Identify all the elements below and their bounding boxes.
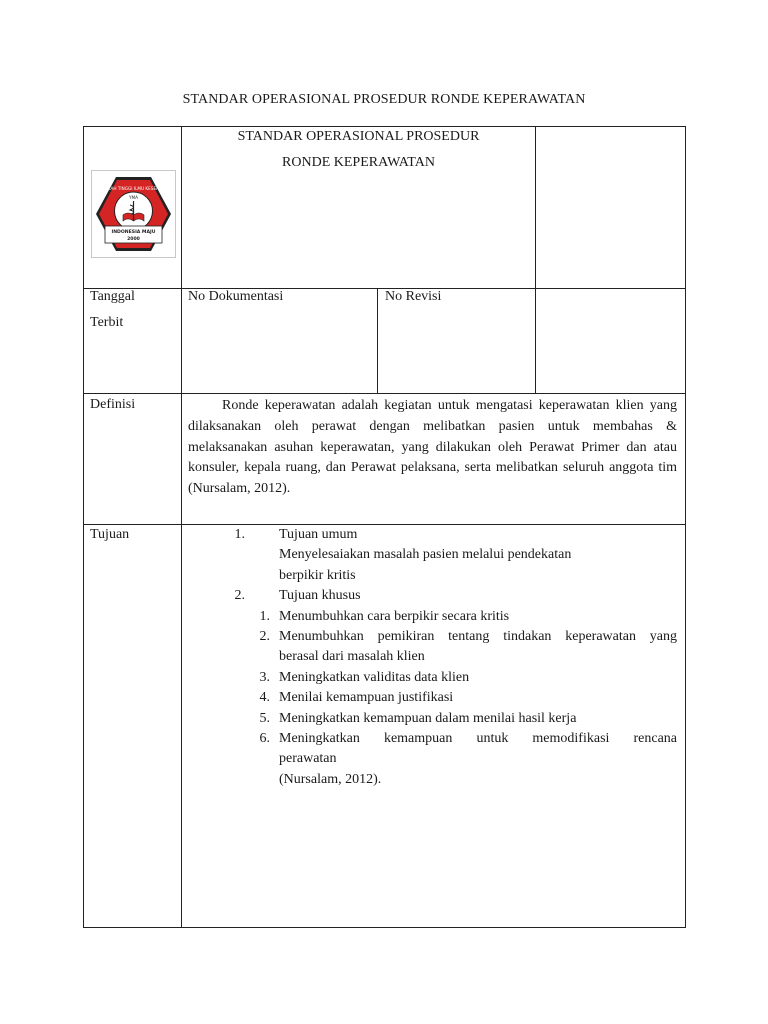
logo-mid-text: YMA: [128, 195, 139, 200]
table-border-right: [685, 126, 686, 928]
table-border-bottom: [83, 927, 686, 928]
list-number: 1.: [234, 527, 245, 542]
logo-emblem: [92, 171, 175, 257]
logo-year-text: 2000: [127, 237, 140, 242]
sublist-number: 5.: [259, 710, 270, 726]
table-divider: [181, 126, 182, 928]
table-divider: [83, 393, 686, 394]
tanggal-terbit-label: [90, 287, 135, 333]
sublist-item: Menumbuhkan pemikiran tentang tindakan keperawatan yang: [279, 629, 677, 644]
sublist-number: 1.: [259, 608, 270, 624]
tujuan-label: Tujuan: [90, 527, 130, 542]
no-revisi-label: No Revisi: [385, 289, 442, 304]
tanggal-label: Tanggal: [90, 289, 135, 304]
table-divider: [535, 126, 536, 394]
sublist-item: Meningkatkan validitas data klien: [279, 669, 470, 685]
no-dokumentasi-label: No Dokumentasi: [188, 289, 284, 304]
sublist-item: Meningkatkan kemampuan dalam menilai hasil kerja: [279, 710, 577, 726]
list-item-desc: berpikir kritis: [279, 567, 356, 583]
logo-bottom-text: INDONESIA MAJU: [111, 230, 156, 235]
header-title-line2: RONDE KEPERAWATAN: [282, 155, 435, 170]
sublist-item: Menumbuhkan cara berpikir secara kritis: [279, 608, 510, 624]
sublist-item-cont: perawatan: [279, 751, 337, 767]
institution-logo: [91, 170, 176, 258]
definisi-label: Definisi: [90, 397, 136, 412]
sublist-item: Meningkatkan kemampuan untuk memodifikasi rencana: [279, 731, 677, 746]
list-number: 2.: [234, 588, 245, 604]
table-divider: [83, 524, 686, 525]
list-item-title: Tujuan umum: [279, 527, 358, 542]
sublist-number: 2.: [259, 629, 270, 644]
sublist-number: 6.: [259, 731, 270, 746]
list-item-title: Tujuan khusus: [279, 588, 361, 604]
terbit-label: Terbit: [90, 315, 124, 330]
header-title-line1: STANDAR OPERASIONAL PROSEDUR: [237, 129, 480, 144]
sublist-item-cont: berasal dari masalah klien: [279, 649, 425, 665]
sublist-item: Menilai kemampuan justifikasi: [279, 690, 454, 706]
page-title: STANDAR OPERASIONAL PROSEDUR RONDE KEPERAWATAN: [182, 92, 586, 107]
sublist-number: 3.: [259, 669, 270, 685]
definisi-text: Ronde keperawatan adalah kegiatan untuk mengatasi keperawatan klien yang dilaksanakan oleh perawat dengan melibatkan pasien untuk membahas & melaksanakan asuhan keperawatan, yang dilakukan oleh Perawat Primer dan atau konsuler, kepala ruang, dan Perawat pelaksana, serta melibatkan seluruh anggota tim (Nursalam, 2012).: [188, 398, 677, 497]
header-title: [182, 126, 535, 173]
sublist-number: 4.: [259, 690, 270, 706]
table-divider: [377, 288, 378, 394]
list-item-desc: Menyelesaiakan masalah pasien melalui pendekatan: [279, 547, 572, 563]
definisi-paragraph: [188, 396, 677, 500]
table-border-left: [83, 126, 84, 928]
logo-top-text: SEKOLAH TINGGI ILMU KESEHATAN: [96, 186, 171, 191]
citation: (Nursalam, 2012).: [279, 771, 382, 787]
